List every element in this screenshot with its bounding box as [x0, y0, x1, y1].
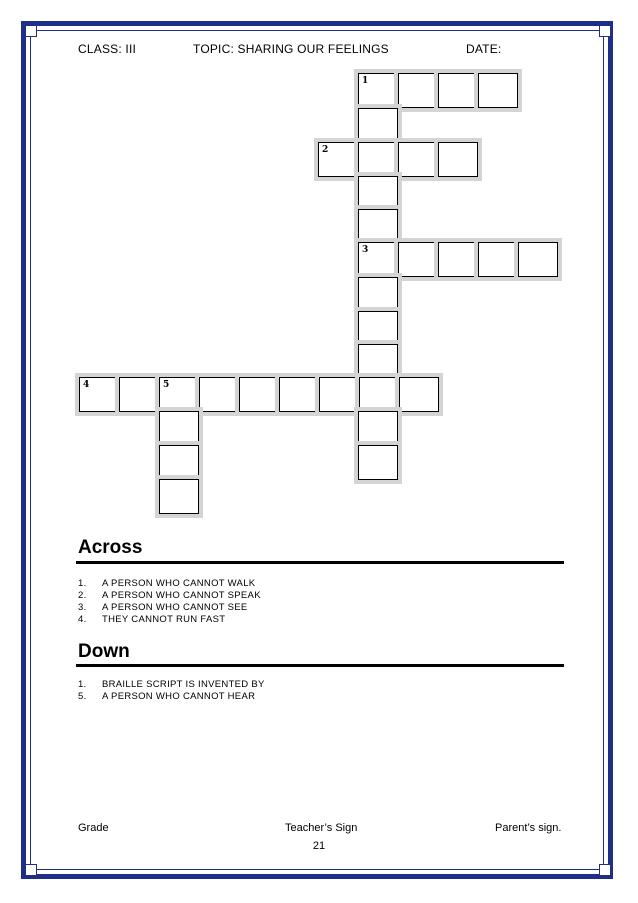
crossword-cell[interactable] [438, 142, 478, 177]
across-clue: 2. A PERSON WHO CANNOT SPEAK [78, 590, 261, 601]
crossword-cell[interactable] [119, 377, 159, 412]
border-corner-top-right [599, 25, 611, 37]
page-number: 21 [312, 840, 326, 852]
clue-number: 5 [163, 380, 170, 390]
crossword-cell[interactable] [159, 479, 199, 514]
across-clue: 3. A PERSON WHO CANNOT SEE [78, 602, 248, 613]
crossword-cell[interactable] [159, 377, 199, 412]
border-corner-bottom-left [25, 864, 37, 876]
crossword-cell[interactable] [358, 73, 398, 108]
crossword-cell[interactable] [398, 242, 438, 277]
grade-label: Grade [78, 822, 109, 834]
crossword-cell[interactable] [159, 411, 199, 446]
crossword-cell[interactable] [358, 411, 398, 446]
parent-sign-label: Parent’s sign. [495, 822, 562, 834]
crossword-cell[interactable] [239, 377, 279, 412]
across-heading: Across [78, 537, 143, 558]
topic-title: TOPIC: SHARING OUR FEELINGS [193, 42, 389, 56]
crossword-cell[interactable] [159, 445, 199, 480]
crossword-cell[interactable] [358, 344, 398, 379]
crossword-cell[interactable] [79, 377, 119, 412]
date-label: DATE: [466, 42, 502, 56]
across-clue: 4. THEY CANNOT RUN FAST [78, 614, 226, 625]
clue-number: 4 [83, 380, 90, 390]
border-corner-top-left [25, 25, 37, 37]
clue-number: 2 [322, 145, 329, 155]
crossword-cell[interactable] [438, 73, 478, 108]
down-divider [76, 664, 564, 667]
crossword-cell[interactable] [279, 377, 319, 412]
down-clue: 5. A PERSON WHO CANNOT HEAR [78, 691, 256, 702]
crossword-cell[interactable] [358, 108, 398, 143]
crossword-cell[interactable] [318, 142, 358, 177]
across-divider [76, 561, 564, 564]
border-corner-bottom-right [599, 864, 611, 876]
teacher-sign-label: Teacher’s Sign [285, 822, 358, 834]
down-heading: Down [78, 641, 130, 662]
page-border-inner [30, 30, 604, 870]
clue-number: 1 [362, 76, 369, 86]
crossword-cell[interactable] [199, 377, 239, 412]
crossword-cell[interactable] [358, 176, 398, 211]
down-clue: 1. BRAILLE SCRIPT IS INVENTED BY [78, 679, 265, 690]
crossword-cell[interactable] [319, 377, 359, 412]
crossword-cell[interactable] [518, 242, 558, 277]
crossword-cell[interactable] [358, 209, 398, 244]
crossword-cell[interactable] [478, 242, 518, 277]
crossword-cell[interactable] [398, 142, 438, 177]
crossword-cell[interactable] [438, 242, 478, 277]
crossword-cell[interactable] [358, 142, 398, 177]
crossword-cell[interactable] [358, 242, 398, 277]
crossword-cell[interactable] [358, 445, 398, 480]
crossword-cell[interactable] [358, 277, 398, 312]
crossword-cell[interactable] [398, 73, 438, 108]
across-clue: 1. A PERSON WHO CANNOT WALK [78, 578, 256, 589]
crossword-cell[interactable] [358, 311, 398, 346]
class-label: CLASS: III [78, 42, 137, 56]
crossword-cell[interactable] [359, 377, 399, 412]
clue-number: 3 [362, 245, 369, 255]
crossword-cell[interactable] [478, 73, 518, 108]
crossword-cell[interactable] [399, 377, 439, 412]
